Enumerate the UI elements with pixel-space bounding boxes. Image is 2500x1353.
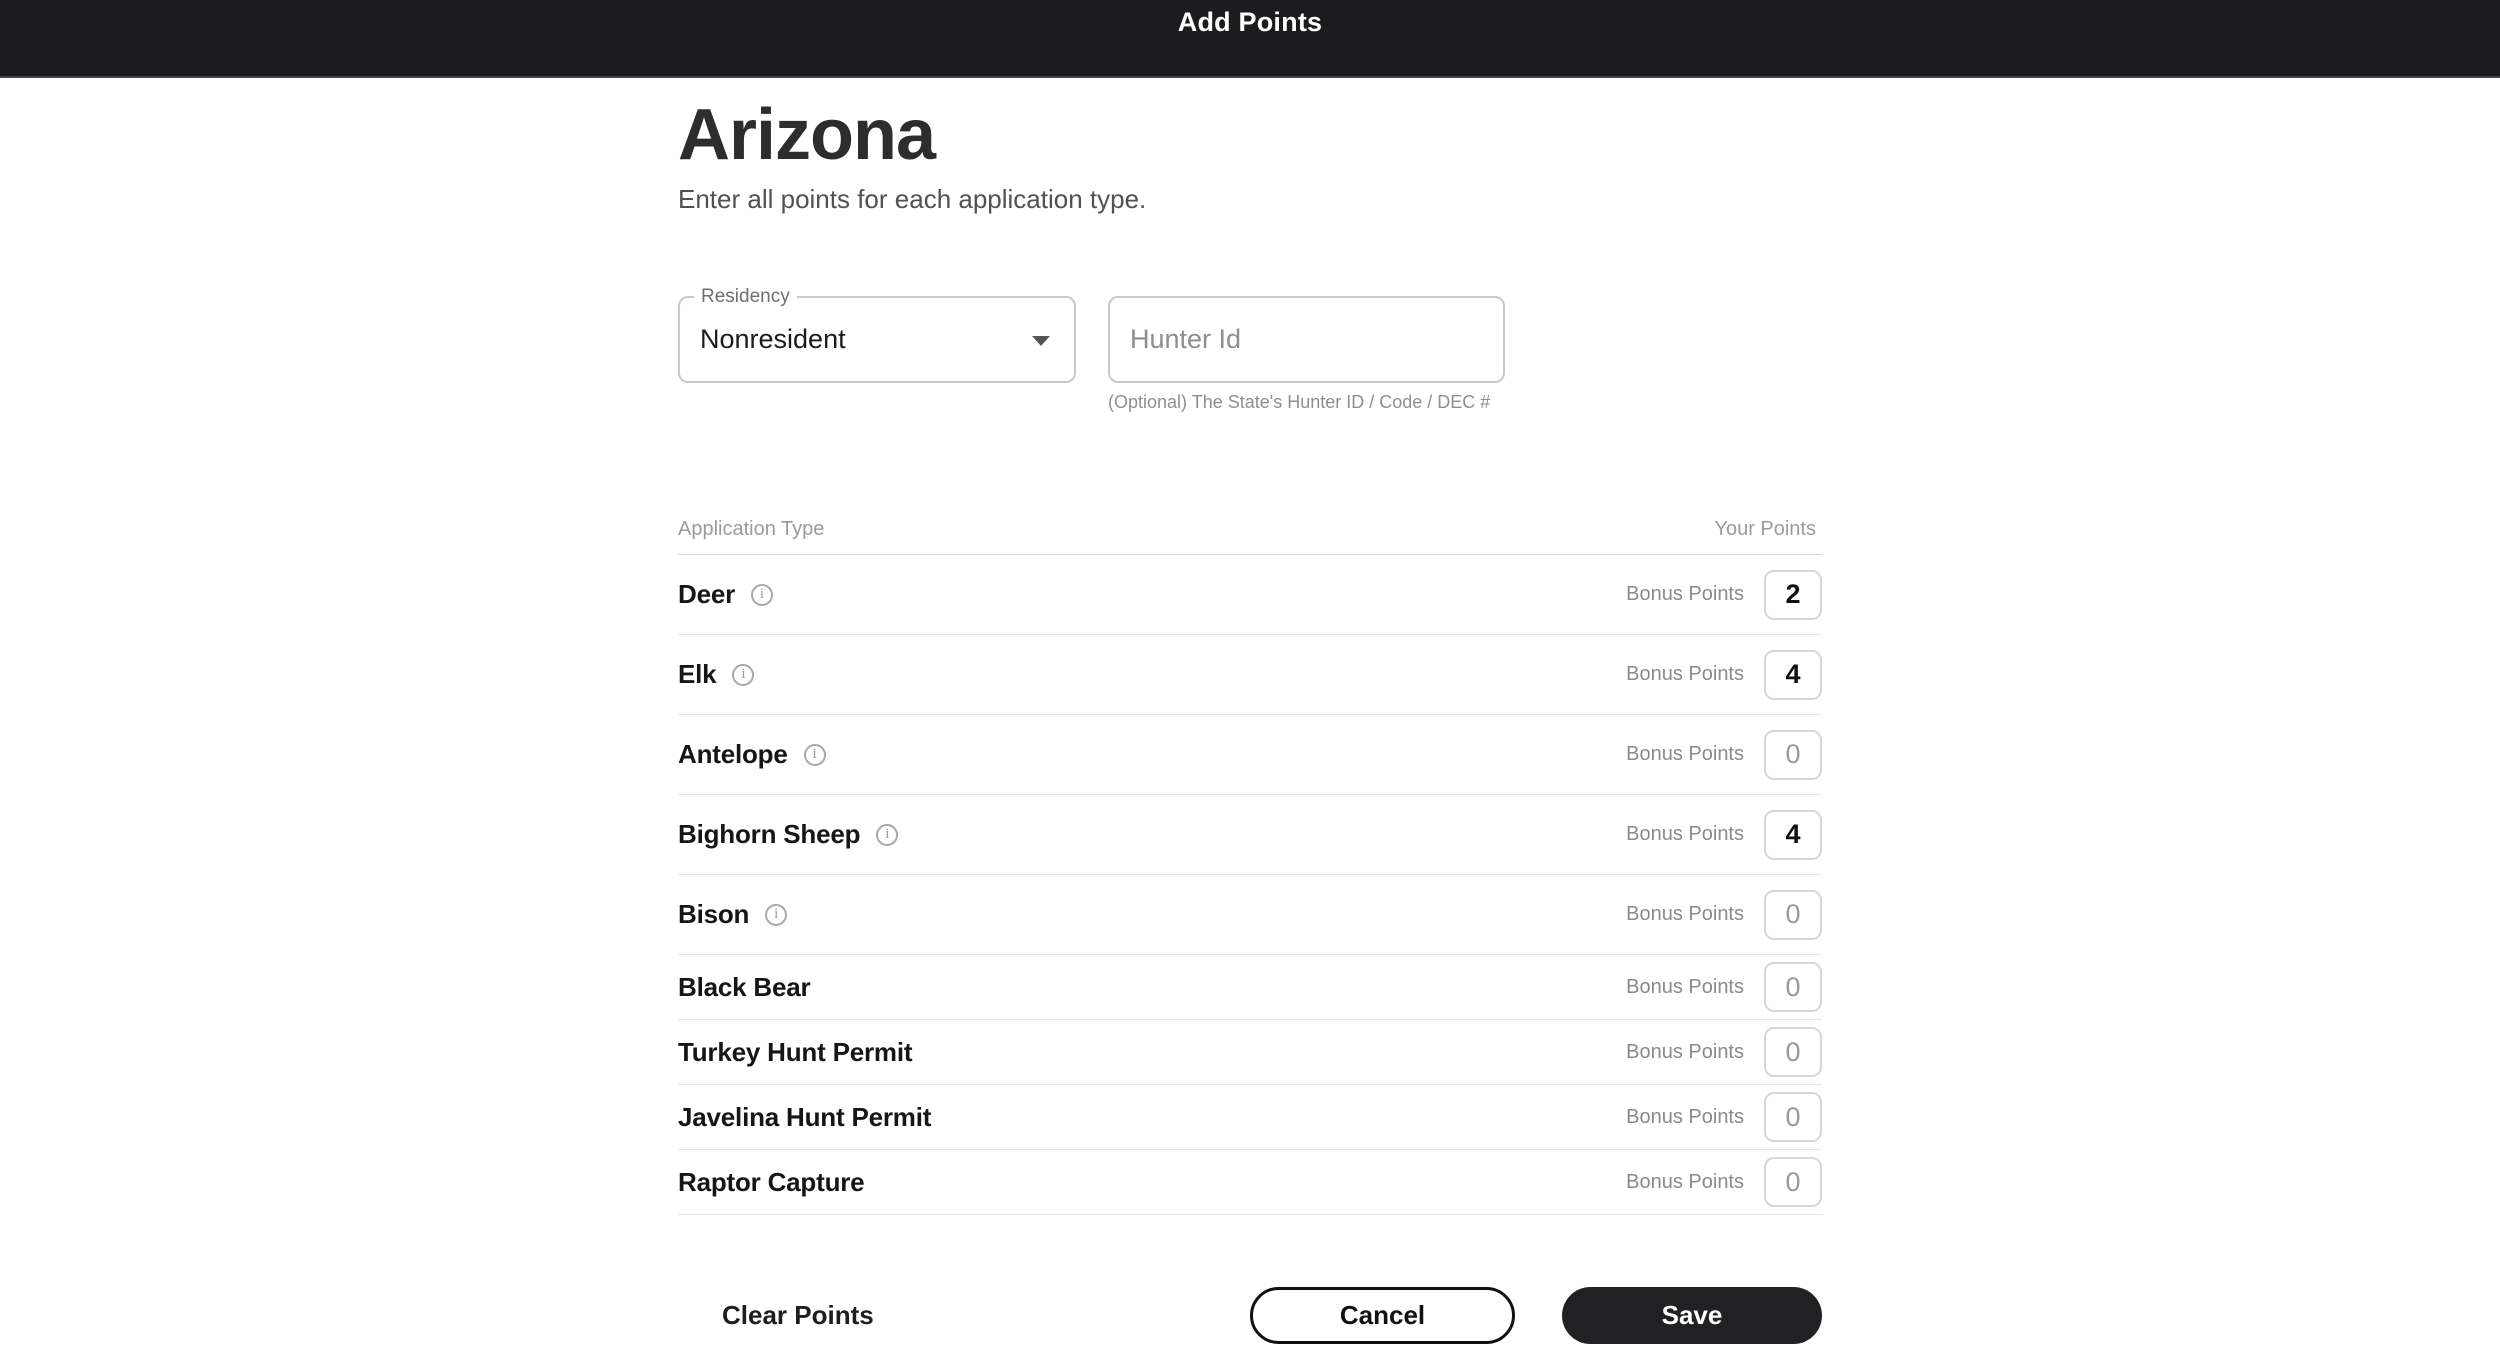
save-button[interactable]: Save [1562,1287,1822,1344]
row-right [1626,1027,1822,1077]
bonus-points-label: Bonus Points [1626,1040,1744,1063]
bonus-points-label: Bonus Points [1626,823,1744,845]
chevron-down-icon [1032,336,1050,346]
table-row [678,1085,1822,1150]
form-row [678,286,1822,413]
bonus-points-label: Bonus Points [1626,743,1744,765]
row-left [678,899,787,930]
state-title: Arizona [678,95,936,175]
row-right [1626,1092,1822,1142]
application-type-label: Black Bear [678,971,811,1002]
row-left [678,819,898,850]
points-input[interactable] [1764,730,1822,780]
points-input[interactable] [1764,570,1822,620]
row-left [678,1102,931,1133]
page-subtitle: Enter all points for each application type. [678,184,1147,214]
header-bar [0,0,2500,78]
table-header [678,519,1822,555]
bonus-points-label: Bonus Points [1626,975,1744,998]
row-left [678,579,773,610]
info-icon[interactable] [751,584,773,606]
row-right [1626,650,1822,700]
table-row [678,875,1822,955]
hunter-id-field-wrapper [1108,296,1505,413]
clear-points-button[interactable]: Clear Points [722,1300,874,1330]
points-input[interactable] [1764,962,1822,1012]
application-type-label: Deer [678,579,736,609]
table-row [678,635,1822,715]
column-application-type: Application Type [678,518,825,540]
table-row [678,1150,1822,1215]
application-type-label: Raptor Capture [678,1166,865,1197]
info-icon[interactable] [765,904,787,926]
page-header-title: Add Points [1177,7,1323,37]
row-left [678,972,810,1003]
row-left [678,739,826,770]
hunter-id-helper: (Optional) The State's Hunter ID / Code / DEC # [1108,392,1491,412]
table-row [678,715,1822,795]
application-rows [678,555,1822,1215]
points-input[interactable] [1764,810,1822,860]
bonus-points-label: Bonus Points [1626,663,1744,685]
row-left [678,659,754,690]
residency-select[interactable] [678,286,1076,383]
row-right [1626,570,1822,620]
residency-value: Nonresident [700,324,846,354]
points-input[interactable] [1764,1092,1822,1142]
points-input[interactable] [1764,890,1822,940]
info-icon[interactable] [876,824,898,846]
bonus-points-label: Bonus Points [1626,583,1744,605]
residency-label: Residency [694,286,797,308]
table-row [678,555,1822,635]
main-content [678,95,1822,1344]
points-input[interactable] [1764,1027,1822,1077]
column-your-points: Your Points [1714,518,1816,540]
application-type-label: Bighorn Sheep [678,819,861,849]
points-table [678,519,1822,1215]
application-type-label: Bison [678,899,750,929]
application-type-label: Antelope [678,739,788,769]
row-right [1626,810,1822,860]
bonus-points-label: Bonus Points [1626,903,1744,925]
application-type-label: Turkey Hunt Permit [678,1036,913,1067]
row-left [678,1167,864,1198]
row-right [1626,890,1822,940]
hunter-id-input[interactable] [1108,296,1505,383]
info-icon[interactable] [804,744,826,766]
row-left [678,1037,912,1068]
points-input[interactable] [1764,650,1822,700]
table-row [678,955,1822,1020]
cancel-button[interactable]: Cancel [1250,1287,1515,1344]
table-row [678,1020,1822,1085]
row-right [1626,730,1822,780]
points-input[interactable] [1764,1157,1822,1207]
info-icon[interactable] [732,664,754,686]
application-type-label: Elk [678,659,717,689]
residency-field-wrapper [678,286,1076,413]
bonus-points-label: Bonus Points [1626,1170,1744,1193]
table-row [678,795,1822,875]
row-right [1626,1157,1822,1207]
bonus-points-label: Bonus Points [1626,1105,1744,1128]
row-right [1626,962,1822,1012]
application-type-label: Javelina Hunt Permit [678,1101,932,1132]
actions-row [678,1287,1822,1344]
